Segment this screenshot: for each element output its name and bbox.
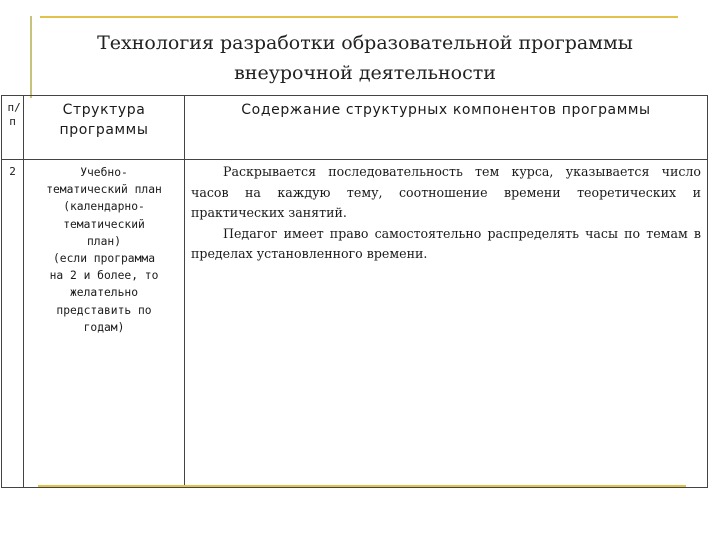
content-paragraph-2: Педагог имеет право самостоятельно распределять часы по темам в пределах установленного времени.	[191, 225, 701, 261]
decorative-left-line	[30, 16, 32, 98]
header-structure: Структура программы	[24, 96, 185, 160]
header-number-label: п/п	[7, 101, 21, 128]
row-content	[185, 160, 708, 488]
title-line-1: Технология разработки образовательной программы	[97, 32, 633, 54]
decorative-top-line	[40, 16, 678, 18]
title-line-2: внеурочной деятельности	[234, 62, 496, 84]
row-number: 2	[2, 160, 24, 488]
table-row	[2, 160, 708, 488]
header-number	[2, 96, 24, 160]
table-header-row	[2, 96, 708, 160]
program-structure-table	[1, 95, 708, 488]
content-paragraph-1: Раскрывается последовательность тем курса, указывается число часов на каждую тему, соотношение времени теоретических и практических занятий.	[191, 164, 701, 220]
decorative-bottom-line	[38, 485, 686, 487]
header-content: Содержание структурных компонентов программы	[185, 96, 708, 160]
slide-title	[40, 28, 690, 88]
row-structure: Учебно- тематический план (календарно- тематический план) (если программа на 2 и более, то желательно представить по годам)	[24, 160, 185, 488]
